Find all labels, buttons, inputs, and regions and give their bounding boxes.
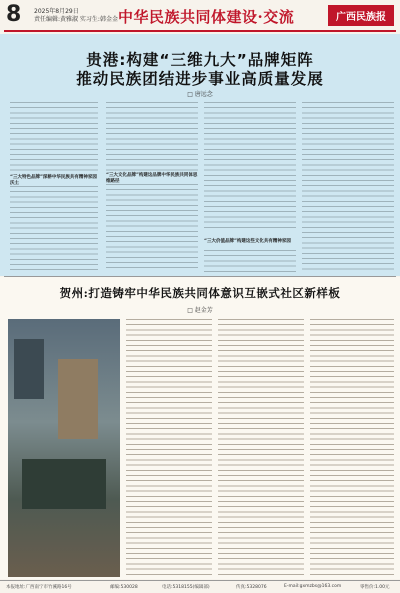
footer-address: 本报地址:广西南宁市竹溪路16号 [6, 585, 72, 590]
section-title: 中华民族共同体建设·交流 [118, 8, 295, 26]
article1-text-column [204, 102, 296, 232]
header-rule [4, 30, 396, 32]
article1-text-column [106, 184, 198, 272]
footer-email: E-mail:gxmzbs@163.com [284, 584, 342, 589]
footer-price: 零售价:1.00元 [360, 585, 390, 590]
photo-building [58, 359, 98, 439]
article2-headline: 贺州:打造铸牢中华民族共同体意识互嵌式社区新样板 [59, 286, 341, 300]
article2-text-column [218, 319, 304, 575]
issue-date: 2025年8月29日 [34, 8, 79, 15]
article2-text-column [126, 319, 212, 575]
article-guigang [0, 34, 400, 276]
photo-crowd [22, 459, 106, 509]
article1-text-column [106, 102, 198, 172]
page-footer [0, 580, 400, 593]
footer-postcode: 邮编:530028 [110, 585, 138, 590]
article1-headline-line2: 推动民族团结进步事业高质量发展 [76, 70, 324, 88]
article1-byline: □ 唐远念 [187, 91, 213, 98]
article2-byline: □ 赵金芳 [187, 307, 213, 314]
article1-text-column [204, 250, 296, 272]
issue-meta [34, 8, 118, 24]
article1-headline-line1: 贵港:构建“三维九大”品牌矩阵 [86, 51, 314, 69]
article1-subhead: “三大文化品牌”构建这品牌中华民族共同体思维路径 [106, 173, 198, 184]
newspaper-brand: 广西民族报 [328, 5, 394, 26]
article1-subhead: “三大价值品牌”构建这些文化共有精神家园 [204, 239, 291, 244]
article1-subhead: “三大特色品牌”深耕中华民族共有精神家园沃土 [10, 175, 97, 186]
photo-building [14, 339, 44, 399]
article1-text-column [10, 186, 98, 272]
article1-text-column [302, 102, 394, 272]
page-header [0, 0, 400, 38]
article-hezhou [0, 277, 400, 579]
article2-text-column [310, 319, 394, 575]
article1-text-column [10, 102, 98, 172]
article2-photo [8, 319, 120, 577]
footer-phone: 电话:5318155(编辑部) [162, 585, 210, 590]
editor-line: 责任编辑:黄雅淑 实习生:韩金金 [34, 16, 118, 23]
page-number: 8 [6, 2, 22, 27]
footer-fax: 传真:5328076 [236, 585, 267, 590]
